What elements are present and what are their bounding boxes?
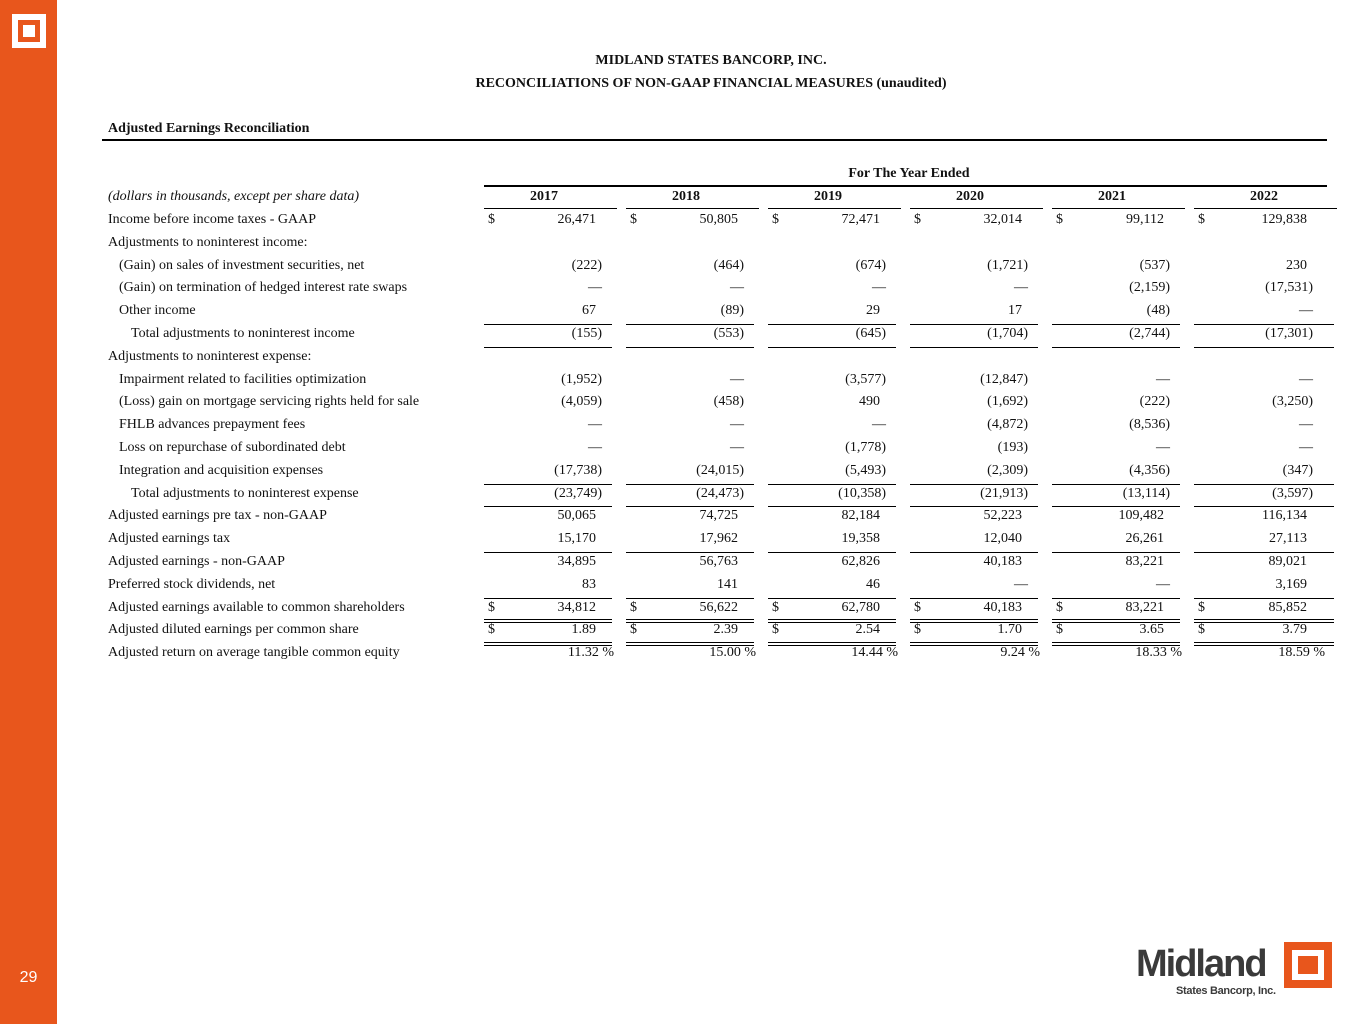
table-cell: (10,358) — [838, 485, 886, 501]
double-total-rule — [626, 642, 754, 646]
table-cell: 40,183 — [983, 554, 1022, 569]
table-cell: — — [1014, 280, 1028, 296]
table-cell: 32,014 — [983, 212, 1022, 227]
total-rule — [484, 324, 612, 325]
year-header: 2020 — [956, 189, 984, 204]
table-cell: (553) — [713, 326, 744, 341]
table-cell: (17,531) — [1265, 280, 1313, 296]
total-rule — [1194, 484, 1334, 485]
table-cell: (645) — [855, 326, 886, 341]
dollar-sign: $ — [488, 599, 495, 615]
brand-logo — [1136, 942, 1336, 1002]
table-cell: 72,471 — [841, 212, 880, 227]
table-cell: 490 — [859, 394, 880, 410]
brand-tagline: States Bancorp, Inc. — [1176, 985, 1276, 997]
table-cell: 83,221 — [1125, 599, 1164, 615]
total-rule — [626, 552, 754, 553]
table-cell: — — [588, 417, 602, 433]
dollar-sign: $ — [488, 212, 495, 227]
dollar-sign: $ — [914, 622, 921, 638]
table-cell: 50,805 — [699, 212, 738, 227]
year-header-rule — [1194, 208, 1337, 209]
row-label: Total adjustments to noninterest expense — [131, 485, 359, 501]
total-rule — [1052, 598, 1180, 599]
table-cell: — — [588, 280, 602, 296]
table-cell: (2,744) — [1129, 326, 1170, 341]
total-rule — [768, 506, 896, 507]
total-rule — [1194, 347, 1334, 348]
table-cell: 230 — [1286, 257, 1307, 273]
dollar-sign: $ — [772, 622, 779, 638]
total-rule — [768, 598, 896, 599]
table-cell: 3.65 — [1139, 622, 1164, 638]
table-cell: 74,725 — [699, 508, 738, 524]
table-cell: 129,838 — [1261, 212, 1307, 227]
table-cell: 15.00 % — [709, 645, 756, 661]
table-cell: 62,780 — [841, 599, 880, 615]
year-header-rule — [1052, 208, 1185, 209]
table-cell: (2,309) — [987, 462, 1028, 478]
total-rule — [768, 347, 896, 348]
table-cell: (17,301) — [1265, 326, 1313, 341]
table-cell: (4,059) — [561, 394, 602, 410]
total-rule — [626, 598, 754, 599]
table-cell: 67 — [582, 303, 596, 319]
double-total-rule — [484, 642, 612, 646]
table-cell: 34,895 — [557, 554, 596, 569]
table-cell: — — [1156, 371, 1170, 387]
double-total-rule — [1194, 642, 1334, 646]
row-label: (Gain) on termination of hedged interest rate swaps — [119, 280, 408, 296]
brand-mark-icon — [1284, 942, 1332, 988]
table-cell: 26,471 — [557, 212, 596, 227]
double-total-rule — [484, 619, 612, 623]
table-cell: (1,692) — [987, 394, 1028, 410]
table-cell: (1,704) — [987, 326, 1028, 341]
table-cell: 14.44 % — [851, 645, 898, 661]
row-label: Adjustments to noninterest expense: — [108, 348, 312, 364]
table-cell: — — [1299, 440, 1313, 455]
table-cell: (24,473) — [696, 485, 744, 501]
row-label: FHLB advances prepayment fees — [119, 417, 306, 433]
table-cell: (3,250) — [1272, 394, 1313, 410]
total-rule — [1052, 324, 1180, 325]
table-cell: 83,221 — [1125, 554, 1164, 569]
dollar-sign: $ — [1056, 622, 1063, 638]
double-total-rule — [768, 642, 896, 646]
dollar-sign: $ — [630, 212, 637, 227]
row-label: Adjusted earnings available to common shareholders — [108, 599, 405, 615]
table-cell: (2,159) — [1129, 280, 1170, 296]
table-cell: (1,721) — [987, 257, 1028, 273]
table-cell: (3,577) — [845, 371, 886, 387]
section-divider — [102, 139, 1327, 141]
total-rule — [484, 484, 612, 485]
total-rule — [910, 324, 1038, 325]
table-cell: (13,114) — [1122, 485, 1170, 501]
total-rule — [768, 484, 896, 485]
table-cell: — — [730, 440, 744, 455]
year-header: 2019 — [814, 189, 842, 204]
row-label: Income before income taxes - GAAP — [108, 212, 316, 227]
table-cell: 34,812 — [557, 599, 596, 615]
total-rule — [626, 506, 754, 507]
row-label: Adjusted earnings tax — [108, 531, 231, 547]
table-cell: 3.79 — [1282, 622, 1307, 638]
row-label: (Gain) on sales of investment securities, net — [119, 257, 365, 273]
table-cell: 116,134 — [1262, 508, 1307, 524]
table-cell: 9.24 % — [1000, 645, 1040, 661]
table-cell: (537) — [1139, 257, 1170, 273]
total-rule — [1052, 506, 1180, 507]
table-cell: 2.54 — [855, 622, 880, 638]
table-cell: — — [1156, 440, 1170, 455]
table-cell: 85,852 — [1268, 599, 1307, 615]
row-label: Adjusted diluted earnings per common share — [108, 622, 359, 638]
table-cell: — — [1156, 576, 1170, 592]
year-header-rule — [484, 208, 617, 209]
table-cell: 29 — [866, 303, 880, 319]
year-header: 2022 — [1250, 189, 1278, 204]
total-rule — [910, 506, 1038, 507]
dollar-sign: $ — [772, 599, 779, 615]
row-label: Loss on repurchase of subordinated debt — [119, 440, 346, 455]
row-label: Adjusted return on average tangible common equity — [108, 645, 400, 661]
total-rule — [484, 598, 612, 599]
total-rule — [626, 484, 754, 485]
table-cell: (3,597) — [1272, 485, 1313, 501]
table-cell: (4,872) — [987, 417, 1028, 433]
table-cell: (12,847) — [980, 371, 1028, 387]
table-cell: (4,356) — [1129, 462, 1170, 478]
table-cell: (21,913) — [980, 485, 1028, 501]
total-rule — [484, 347, 612, 348]
page-number: 29 — [19, 969, 38, 986]
table-cell: (458) — [713, 394, 744, 410]
dollar-sign: $ — [914, 212, 921, 227]
dollar-sign: $ — [1198, 212, 1205, 227]
table-cell: (193) — [997, 440, 1028, 455]
total-rule — [1194, 598, 1334, 599]
double-total-rule — [1052, 619, 1180, 623]
table-cell: (17,738) — [554, 462, 602, 478]
table-cell: 109,482 — [1118, 508, 1164, 524]
row-label: Adjusted earnings pre tax - non-GAAP — [108, 508, 327, 524]
double-total-rule — [1052, 642, 1180, 646]
table-cell: 83 — [582, 576, 596, 592]
double-total-rule — [1194, 619, 1334, 623]
total-rule — [484, 552, 612, 553]
table-cell: 26,261 — [1125, 531, 1164, 547]
table-cell: (464) — [713, 257, 744, 273]
table-cell: 46 — [866, 576, 880, 592]
total-rule — [1052, 552, 1180, 553]
table-cell: — — [872, 280, 886, 296]
year-header: 2021 — [1098, 189, 1126, 204]
year-header-rule — [626, 208, 759, 209]
dollar-sign: $ — [488, 622, 495, 638]
year-header-rule — [768, 208, 901, 209]
units-note: (dollars in thousands, except per share data) — [108, 189, 360, 204]
total-rule — [1194, 324, 1334, 325]
double-total-rule — [626, 619, 754, 623]
table-cell: — — [1299, 371, 1313, 387]
row-label: (Loss) gain on mortgage servicing rights held for sale — [119, 394, 420, 410]
table-cell: (674) — [855, 257, 886, 273]
table-cell: 18.59 % — [1278, 645, 1325, 661]
table-cell: 52,223 — [983, 508, 1022, 524]
year-header: 2018 — [672, 189, 700, 204]
dollar-sign: $ — [630, 599, 637, 615]
table-cell: (24,015) — [696, 462, 744, 478]
total-rule — [626, 347, 754, 348]
table-cell: — — [588, 440, 602, 455]
table-cell: 1.89 — [571, 622, 596, 638]
table-cell: 18.33 % — [1135, 645, 1182, 661]
table-cell: — — [1014, 576, 1028, 592]
dollar-sign: $ — [1056, 212, 1063, 227]
total-rule — [910, 552, 1038, 553]
table-cell: — — [730, 417, 744, 433]
total-rule — [1194, 506, 1334, 507]
period-header: For The Year Ended — [848, 166, 970, 181]
table-cell: 99,112 — [1126, 212, 1164, 227]
total-rule — [768, 324, 896, 325]
table-cell: 19,358 — [841, 531, 880, 547]
table-cell: 40,183 — [983, 599, 1022, 615]
table-cell: (222) — [571, 257, 602, 273]
table-cell: 1.70 — [997, 622, 1022, 638]
table-cell: 56,763 — [699, 554, 738, 569]
brand-name: Midland — [1136, 943, 1266, 985]
total-rule — [484, 506, 612, 507]
section-title: Adjusted Earnings Reconciliation — [108, 121, 310, 136]
total-rule — [1194, 552, 1334, 553]
company-title: MIDLAND STATES BANCORP, INC. — [595, 53, 827, 68]
document-title: RECONCILIATIONS OF NON-GAAP FINANCIAL MEASURES (unaudited) — [475, 76, 947, 91]
table-cell: (23,749) — [554, 485, 602, 501]
total-rule — [1052, 347, 1180, 348]
total-rule — [768, 552, 896, 553]
dollar-sign: $ — [1056, 599, 1063, 615]
table-cell: — — [872, 417, 886, 433]
table-cell: 50,065 — [557, 508, 596, 524]
table-cell: (48) — [1146, 303, 1170, 319]
table-cell: — — [1299, 303, 1313, 319]
table-cell: — — [730, 280, 744, 296]
period-divider — [484, 185, 1327, 187]
total-rule — [626, 324, 754, 325]
dollar-sign: $ — [1198, 622, 1205, 638]
table-cell: — — [730, 371, 744, 387]
row-label: Integration and acquisition expenses — [119, 462, 324, 478]
row-label: Total adjustments to noninterest income — [131, 326, 355, 341]
total-rule — [1052, 484, 1180, 485]
table-cell: (1,952) — [561, 371, 602, 387]
row-label: Adjustments to noninterest income: — [108, 234, 308, 250]
total-rule — [910, 598, 1038, 599]
table-cell: 27,113 — [1269, 531, 1307, 547]
total-rule — [910, 347, 1038, 348]
table-cell: 89,021 — [1268, 554, 1307, 569]
dollar-sign: $ — [914, 599, 921, 615]
table-cell: 17,962 — [699, 531, 738, 547]
row-label: Other income — [119, 303, 196, 319]
table-cell: 82,184 — [841, 508, 880, 524]
table-cell: — — [1299, 417, 1313, 433]
table-cell: (89) — [720, 303, 744, 319]
year-header: 2017 — [530, 189, 558, 204]
table-cell: 11.32 % — [567, 645, 614, 661]
sidebar — [0, 0, 57, 1024]
total-rule — [910, 484, 1038, 485]
row-label: Preferred stock dividends, net — [108, 576, 276, 592]
table-cell: (8,536) — [1129, 417, 1170, 433]
dollar-sign: $ — [1198, 599, 1205, 615]
table-cell: (347) — [1282, 462, 1313, 478]
table-cell: 3,169 — [1275, 576, 1307, 592]
row-label: Impairment related to facilities optimization — [119, 371, 367, 387]
table-cell: 62,826 — [841, 554, 880, 569]
table-cell: (222) — [1139, 394, 1170, 410]
row-label: Adjusted earnings - non-GAAP — [108, 554, 285, 569]
table-cell: 2.39 — [713, 622, 738, 638]
table-cell: (1,778) — [845, 440, 886, 455]
dollar-sign: $ — [772, 212, 779, 227]
table-cell: 15,170 — [557, 531, 596, 547]
double-total-rule — [910, 619, 1038, 623]
double-total-rule — [910, 642, 1038, 646]
table-cell: 141 — [717, 576, 738, 592]
table-cell: (155) — [571, 326, 602, 341]
table-cell: (5,493) — [845, 462, 886, 478]
table-cell: 12,040 — [983, 531, 1022, 547]
dollar-sign: $ — [630, 622, 637, 638]
table-cell: 56,622 — [699, 599, 738, 615]
double-total-rule — [768, 619, 896, 623]
company-logo-icon — [12, 14, 46, 48]
year-header-rule — [910, 208, 1043, 209]
table-cell: 17 — [1008, 303, 1022, 319]
